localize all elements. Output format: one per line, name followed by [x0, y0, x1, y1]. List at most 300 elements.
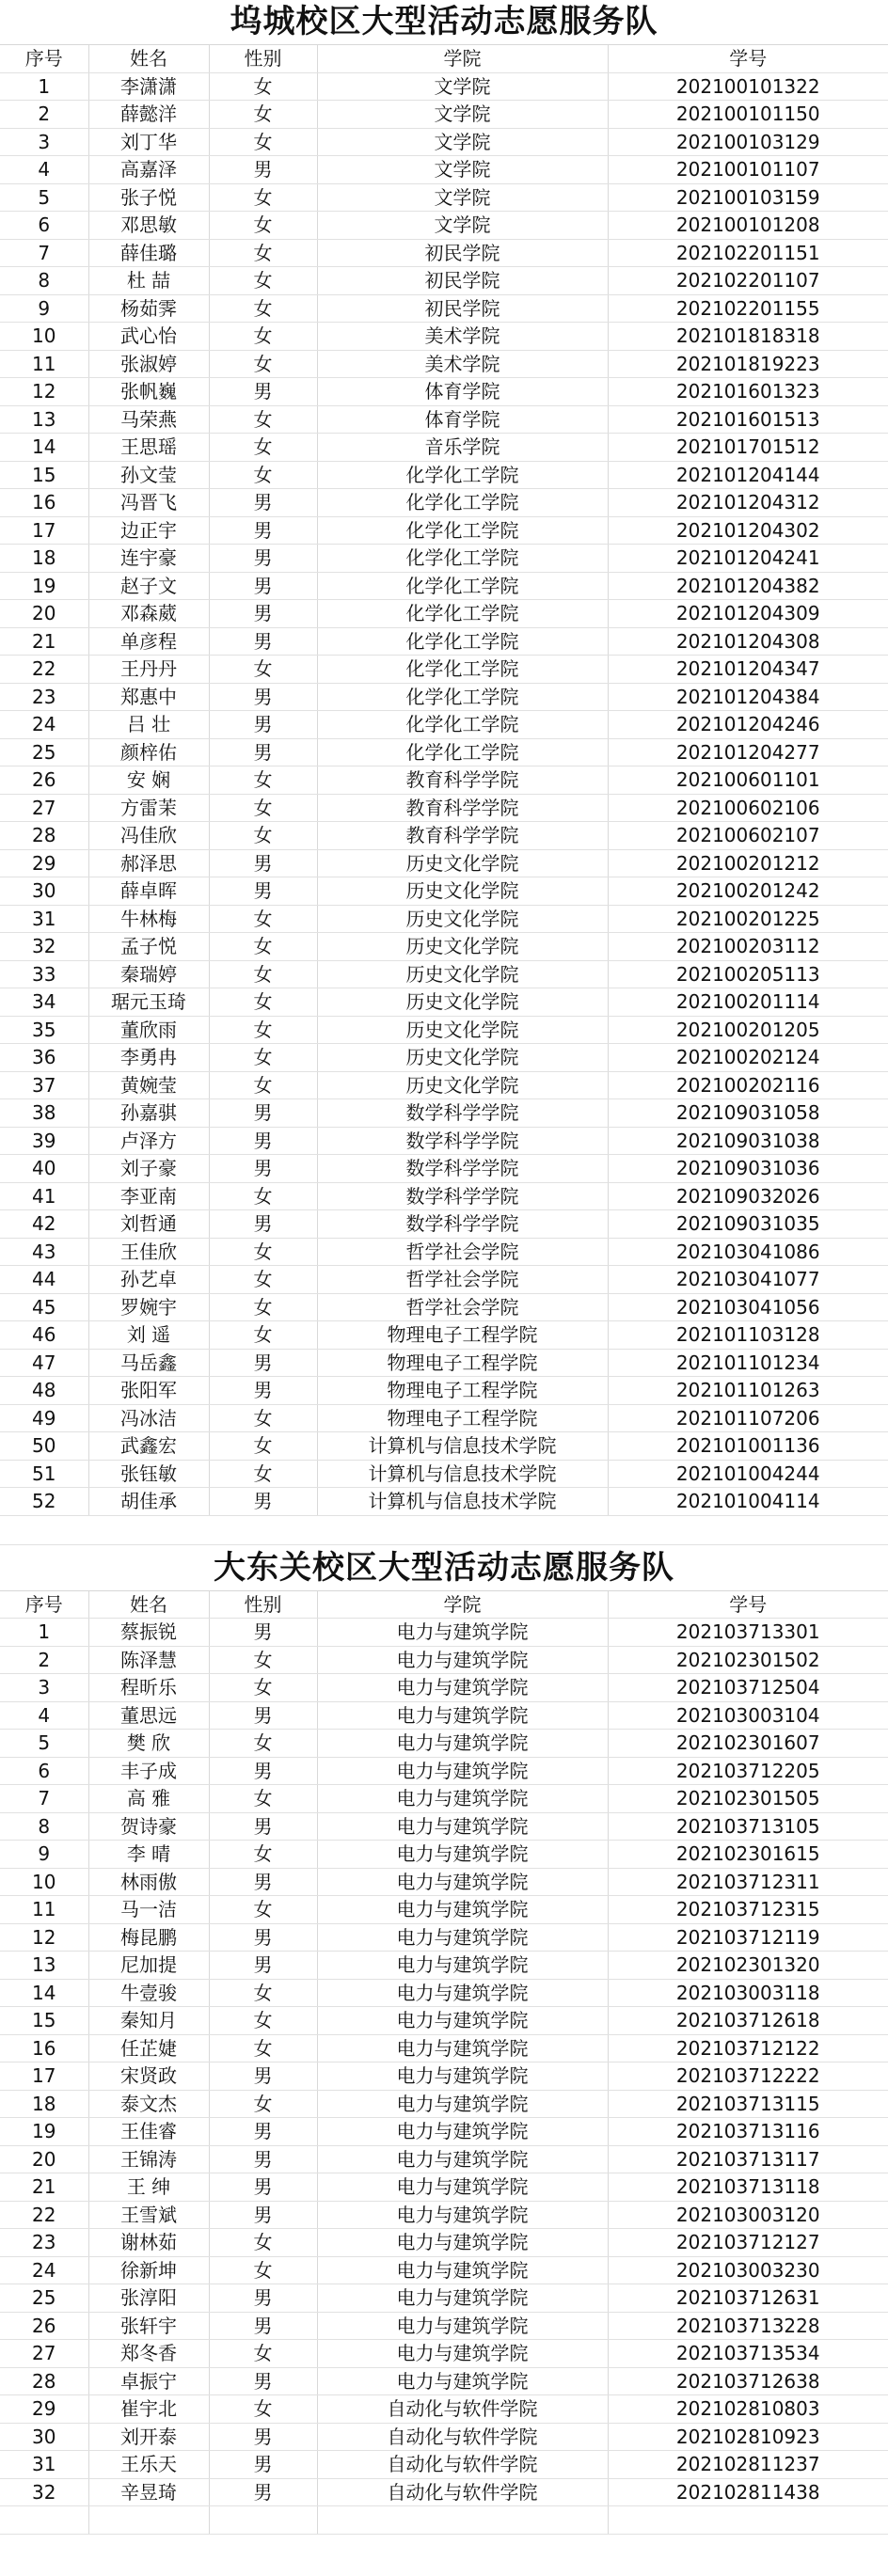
cell-index: 7	[0, 239, 88, 267]
cell-name: 徐新坤	[88, 2256, 209, 2284]
cell-index: 3	[0, 1674, 88, 1702]
cell-student-id: 202103712127	[608, 2229, 888, 2257]
empty-row	[0, 2506, 888, 2534]
cell-college: 教育科学学院	[317, 794, 608, 822]
cell-name: 王佳欣	[88, 1238, 209, 1266]
cell-name: 刘子豪	[88, 1155, 209, 1183]
cell-gender: 男	[209, 1127, 317, 1155]
cell-college: 初民学院	[317, 239, 608, 267]
cell-college: 自动化与软件学院	[317, 2395, 608, 2424]
cell-gender: 男	[209, 849, 317, 877]
cell-gender: 男	[209, 2118, 317, 2146]
cell-name: 卓振宁	[88, 2367, 209, 2395]
cell-gender: 女	[209, 933, 317, 961]
table-row	[0, 1868, 888, 1896]
cell-student-id: 202103041086	[608, 1238, 888, 1266]
cell-name: 杨茹霁	[88, 294, 209, 323]
cell-name: 李潇潇	[88, 72, 209, 101]
cell-gender: 女	[209, 1979, 317, 2007]
cell-gender: 男	[209, 2312, 317, 2340]
header-student-id: 学号	[608, 1591, 888, 1619]
table-row	[0, 2340, 888, 2368]
cell-index: 21	[0, 2173, 88, 2202]
cell-name: 王丹丹	[88, 656, 209, 684]
cell-gender: 男	[209, 545, 317, 573]
cell-index: 46	[0, 1321, 88, 1350]
cell-name: 邓思敏	[88, 212, 209, 240]
cell-index: 25	[0, 738, 88, 766]
table-row	[0, 489, 888, 517]
table-row	[0, 1321, 888, 1350]
cell-gender: 女	[209, 1730, 317, 1758]
cell-gender: 男	[209, 1210, 317, 1239]
cell-gender: 女	[209, 1460, 317, 1488]
cell-gender: 男	[209, 2145, 317, 2173]
cell-gender: 女	[209, 1182, 317, 1210]
cell-college: 电力与建筑学院	[317, 1952, 608, 1980]
cell-gender: 女	[209, 1896, 317, 1924]
cell-gender: 女	[209, 1044, 317, 1072]
cell-college: 电力与建筑学院	[317, 1812, 608, 1841]
cell-index: 6	[0, 1757, 88, 1785]
header-row	[0, 1591, 888, 1619]
cell-student-id: 202101101234	[608, 1349, 888, 1377]
cell-student-id: 202103713301	[608, 1619, 888, 1647]
cell-gender: 女	[209, 1321, 317, 1350]
cell-name: 颜梓佑	[88, 738, 209, 766]
cell-index: 45	[0, 1293, 88, 1321]
cell-index: 39	[0, 1127, 88, 1155]
cell-student-id: 202109032026	[608, 1182, 888, 1210]
cell-index: 47	[0, 1349, 88, 1377]
table-row	[0, 1404, 888, 1432]
cell-name: 连宇豪	[88, 545, 209, 573]
cell-college: 哲学社会学院	[317, 1238, 608, 1266]
cell-name: 赵子文	[88, 572, 209, 600]
cell-gender: 女	[209, 2007, 317, 2035]
cell-gender: 女	[209, 1841, 317, 1869]
cell-index: 52	[0, 1488, 88, 1516]
cell-index: 43	[0, 1238, 88, 1266]
cell-name: 孙艺卓	[88, 1266, 209, 1294]
cell-name: 卢泽方	[88, 1127, 209, 1155]
table-row	[0, 794, 888, 822]
cell-index: 28	[0, 822, 88, 850]
cell-index: 15	[0, 461, 88, 489]
cell-student-id: 202101204382	[608, 572, 888, 600]
cell-gender: 男	[209, 378, 317, 406]
cell-student-id: 202100101322	[608, 72, 888, 101]
table-row	[0, 2478, 888, 2506]
table-row	[0, 822, 888, 850]
cell-college: 化学化工学院	[317, 572, 608, 600]
cell-college: 化学化工学院	[317, 711, 608, 739]
table-row	[0, 2256, 888, 2284]
cell-college: 数学科学学院	[317, 1099, 608, 1128]
cell-college: 物理电子工程学院	[317, 1377, 608, 1405]
table-row	[0, 2145, 888, 2173]
cell-student-id: 202102301502	[608, 1646, 888, 1674]
cell-student-id: 202103712638	[608, 2367, 888, 2395]
cell-name: 泰文杰	[88, 2090, 209, 2118]
cell-college: 化学化工学院	[317, 489, 608, 517]
cell-student-id: 202103712504	[608, 1674, 888, 1702]
cell-college: 电力与建筑学院	[317, 2007, 608, 2035]
cell-index: 35	[0, 1016, 88, 1044]
cell-gender: 男	[209, 1619, 317, 1647]
table-row	[0, 1757, 888, 1785]
cell-gender: 男	[209, 1099, 317, 1128]
table-row	[0, 267, 888, 295]
cell-gender: 男	[209, 627, 317, 656]
cell-student-id: 202100201212	[608, 849, 888, 877]
cell-index: 10	[0, 323, 88, 351]
cell-name: 张帆巍	[88, 378, 209, 406]
cell-college: 教育科学学院	[317, 766, 608, 795]
table-row	[0, 600, 888, 628]
cell-college: 文学院	[317, 72, 608, 101]
section2-table	[0, 1591, 888, 2507]
cell-index: 44	[0, 1266, 88, 1294]
cell-name: 吕 壮	[88, 711, 209, 739]
cell-name: 马一洁	[88, 1896, 209, 1924]
table-row	[0, 1210, 888, 1239]
cell-college: 文学院	[317, 128, 608, 156]
table-row	[0, 2284, 888, 2313]
table-row	[0, 2007, 888, 2035]
table-row	[0, 434, 888, 462]
cell-student-id: 202103713116	[608, 2118, 888, 2146]
table-row	[0, 627, 888, 656]
cell-name: 张轩宇	[88, 2312, 209, 2340]
cell-college: 哲学社会学院	[317, 1293, 608, 1321]
cell-college: 化学化工学院	[317, 600, 608, 628]
cell-index: 7	[0, 1785, 88, 1813]
cell-name: 胡佳承	[88, 1488, 209, 1516]
cell-student-id: 202103003118	[608, 1979, 888, 2007]
cell-college: 历史文化学院	[317, 849, 608, 877]
table-row	[0, 683, 888, 711]
cell-gender: 男	[209, 1155, 317, 1183]
table-row	[0, 1432, 888, 1461]
cell-gender: 男	[209, 2062, 317, 2091]
table-row	[0, 1238, 888, 1266]
section2-title: 大东关校区大型活动志愿服务队	[0, 1545, 888, 1591]
cell-student-id: 202101819223	[608, 350, 888, 378]
cell-student-id: 202101204384	[608, 683, 888, 711]
table-row	[0, 2395, 888, 2424]
table-row	[0, 1923, 888, 1952]
cell-index: 33	[0, 960, 88, 988]
cell-college: 化学化工学院	[317, 461, 608, 489]
cell-college: 电力与建筑学院	[317, 1646, 608, 1674]
cell-gender: 女	[209, 2395, 317, 2424]
table-row	[0, 2034, 888, 2062]
cell-college: 历史文化学院	[317, 1044, 608, 1072]
cell-index: 50	[0, 1432, 88, 1461]
cell-index: 32	[0, 933, 88, 961]
cell-student-id: 202102810803	[608, 2395, 888, 2424]
table-row	[0, 877, 888, 906]
cell-student-id: 202100201205	[608, 1016, 888, 1044]
cell-student-id: 202109031035	[608, 1210, 888, 1239]
table-row	[0, 545, 888, 573]
cell-name: 罗婉宇	[88, 1293, 209, 1321]
cell-student-id: 202103713117	[608, 2145, 888, 2173]
cell-college: 电力与建筑学院	[317, 1896, 608, 1924]
cell-college: 电力与建筑学院	[317, 1619, 608, 1647]
cell-college: 化学化工学院	[317, 683, 608, 711]
table-row	[0, 128, 888, 156]
cell-gender: 女	[209, 905, 317, 933]
cell-gender: 女	[209, 1293, 317, 1321]
table-row	[0, 1730, 888, 1758]
cell-student-id: 202101107206	[608, 1404, 888, 1432]
cell-student-id: 202102301505	[608, 1785, 888, 1813]
cell-index: 26	[0, 2312, 88, 2340]
table-row	[0, 2090, 888, 2118]
cell-student-id: 202101204277	[608, 738, 888, 766]
cell-name: 孙文莹	[88, 461, 209, 489]
cell-gender: 男	[209, 2284, 317, 2313]
cell-name: 单彦程	[88, 627, 209, 656]
cell-student-id: 202100202116	[608, 1071, 888, 1099]
cell-student-id: 202100101150	[608, 101, 888, 129]
cell-gender: 男	[209, 2451, 317, 2479]
cell-gender: 男	[209, 1377, 317, 1405]
cell-gender: 女	[209, 239, 317, 267]
cell-index: 9	[0, 294, 88, 323]
cell-gender: 女	[209, 323, 317, 351]
cell-name: 崔宇北	[88, 2395, 209, 2424]
header-row	[0, 45, 888, 72]
cell-student-id: 202101004244	[608, 1460, 888, 1488]
cell-college: 文学院	[317, 183, 608, 212]
cell-name: 张淑婷	[88, 350, 209, 378]
cell-gender: 女	[209, 794, 317, 822]
cell-gender: 男	[209, 2201, 317, 2229]
cell-name: 陈泽慧	[88, 1646, 209, 1674]
cell-college: 计算机与信息技术学院	[317, 1460, 608, 1488]
cell-gender: 男	[209, 1868, 317, 1896]
cell-college: 电力与建筑学院	[317, 1868, 608, 1896]
cell-index: 13	[0, 405, 88, 434]
cell-name: 张钰敏	[88, 1460, 209, 1488]
cell-student-id: 202101818318	[608, 323, 888, 351]
cell-index: 48	[0, 1377, 88, 1405]
cell-name: 刘开泰	[88, 2423, 209, 2451]
cell-index: 4	[0, 1701, 88, 1730]
cell-index: 18	[0, 2090, 88, 2118]
header-name: 姓名	[88, 45, 209, 72]
cell-name: 薛懿洋	[88, 101, 209, 129]
cell-gender: 女	[209, 1432, 317, 1461]
cell-gender: 女	[209, 434, 317, 462]
table-row	[0, 1071, 888, 1099]
cell-student-id: 202101204308	[608, 627, 888, 656]
cell-gender: 男	[209, 1349, 317, 1377]
cell-college: 教育科学学院	[317, 822, 608, 850]
cell-gender: 男	[209, 572, 317, 600]
cell-gender: 女	[209, 1674, 317, 1702]
cell-student-id: 202109031038	[608, 1127, 888, 1155]
cell-name: 孟子悦	[88, 933, 209, 961]
cell-name: 琚元玉琦	[88, 988, 209, 1017]
cell-name: 王思瑶	[88, 434, 209, 462]
table-row	[0, 1619, 888, 1647]
cell-name: 高嘉泽	[88, 156, 209, 184]
cell-index: 27	[0, 794, 88, 822]
table-row	[0, 1349, 888, 1377]
table-row	[0, 2062, 888, 2091]
cell-gender: 女	[209, 1404, 317, 1432]
cell-index: 2	[0, 1646, 88, 1674]
cell-index: 25	[0, 2284, 88, 2313]
cell-name: 梅昆鹏	[88, 1923, 209, 1952]
cell-gender: 男	[209, 2423, 317, 2451]
cell-name: 孙嘉骐	[88, 1099, 209, 1128]
cell-index: 51	[0, 1460, 88, 1488]
cell-college: 电力与建筑学院	[317, 2118, 608, 2146]
cell-index: 24	[0, 2256, 88, 2284]
table-row	[0, 1044, 888, 1072]
cell-gender: 男	[209, 600, 317, 628]
cell-gender: 女	[209, 101, 317, 129]
cell-gender: 女	[209, 1785, 317, 1813]
table-row	[0, 1812, 888, 1841]
cell-name: 安 娴	[88, 766, 209, 795]
cell-student-id: 202101204144	[608, 461, 888, 489]
cell-college: 历史文化学院	[317, 905, 608, 933]
cell-college: 电力与建筑学院	[317, 1979, 608, 2007]
cell-index: 49	[0, 1404, 88, 1432]
cell-gender: 女	[209, 2090, 317, 2118]
cell-name: 冯佳欣	[88, 822, 209, 850]
cell-name: 尼加提	[88, 1952, 209, 1980]
cell-index: 34	[0, 988, 88, 1017]
header-gender: 性别	[209, 1591, 317, 1619]
table-row	[0, 1841, 888, 1869]
table-row	[0, 156, 888, 184]
cell-index: 24	[0, 711, 88, 739]
cell-name: 蔡振锐	[88, 1619, 209, 1647]
cell-college: 物理电子工程学院	[317, 1404, 608, 1432]
cell-name: 冯冰洁	[88, 1404, 209, 1432]
cell-name: 郑冬香	[88, 2340, 209, 2368]
cell-name: 牛林梅	[88, 905, 209, 933]
cell-student-id: 202103003230	[608, 2256, 888, 2284]
cell-college: 计算机与信息技术学院	[317, 1432, 608, 1461]
cell-index: 29	[0, 2395, 88, 2424]
cell-gender: 女	[209, 988, 317, 1017]
cell-index: 14	[0, 1979, 88, 2007]
table-row	[0, 1674, 888, 1702]
cell-index: 17	[0, 2062, 88, 2091]
cell-college: 数学科学学院	[317, 1155, 608, 1183]
cell-student-id: 202102810923	[608, 2423, 888, 2451]
cell-college: 历史文化学院	[317, 988, 608, 1017]
cell-student-id: 202101204347	[608, 656, 888, 684]
cell-index: 37	[0, 1071, 88, 1099]
cell-name: 林雨傲	[88, 1868, 209, 1896]
table-row	[0, 405, 888, 434]
cell-index: 30	[0, 877, 88, 906]
cell-name: 薛卓晖	[88, 877, 209, 906]
cell-student-id: 202101701512	[608, 434, 888, 462]
table-row	[0, 2229, 888, 2257]
cell-gender: 女	[209, 405, 317, 434]
table-row	[0, 1266, 888, 1294]
cell-name: 杜 喆	[88, 267, 209, 295]
cell-name: 辛昱琦	[88, 2478, 209, 2506]
cell-student-id: 202100602107	[608, 822, 888, 850]
cell-student-id: 202101204246	[608, 711, 888, 739]
cell-index: 8	[0, 1812, 88, 1841]
cell-gender: 男	[209, 2478, 317, 2506]
cell-gender: 男	[209, 156, 317, 184]
cell-college: 文学院	[317, 101, 608, 129]
cell-name: 秦知月	[88, 2007, 209, 2035]
cell-name: 武鑫宏	[88, 1432, 209, 1461]
cell-name: 马荣燕	[88, 405, 209, 434]
cell-student-id: 202101001136	[608, 1432, 888, 1461]
cell-name: 樊 欣	[88, 1730, 209, 1758]
cell-student-id: 202101204312	[608, 489, 888, 517]
header-college: 学院	[317, 45, 608, 72]
cell-college: 计算机与信息技术学院	[317, 1488, 608, 1516]
cell-college: 电力与建筑学院	[317, 2367, 608, 2395]
table-row	[0, 1460, 888, 1488]
header-name: 姓名	[88, 1591, 209, 1619]
cell-name: 薛佳璐	[88, 239, 209, 267]
cell-index: 4	[0, 156, 88, 184]
cell-college: 电力与建筑学院	[317, 2229, 608, 2257]
cell-gender: 女	[209, 2229, 317, 2257]
cell-index: 19	[0, 572, 88, 600]
cell-gender: 女	[209, 1071, 317, 1099]
cell-student-id: 202102201155	[608, 294, 888, 323]
cell-student-id: 202102201151	[608, 239, 888, 267]
cell-gender: 男	[209, 683, 317, 711]
cell-college: 历史文化学院	[317, 960, 608, 988]
cell-gender: 女	[209, 766, 317, 795]
cell-index: 9	[0, 1841, 88, 1869]
cell-name: 刘丁华	[88, 128, 209, 156]
cell-gender: 女	[209, 1266, 317, 1294]
cell-name: 秦瑞婷	[88, 960, 209, 988]
cell-index: 21	[0, 627, 88, 656]
cell-index: 22	[0, 656, 88, 684]
cell-gender: 女	[209, 1016, 317, 1044]
cell-index: 31	[0, 905, 88, 933]
cell-gender: 男	[209, 1812, 317, 1841]
table-row	[0, 1293, 888, 1321]
cell-college: 哲学社会学院	[317, 1266, 608, 1294]
cell-name: 方雷茉	[88, 794, 209, 822]
cell-index: 30	[0, 2423, 88, 2451]
cell-name: 宋贤政	[88, 2062, 209, 2091]
cell-college: 数学科学学院	[317, 1182, 608, 1210]
cell-student-id: 202109031036	[608, 1155, 888, 1183]
header-student-id: 学号	[608, 45, 888, 72]
cell-index: 1	[0, 1619, 88, 1647]
cell-gender: 男	[209, 516, 317, 545]
cell-index: 19	[0, 2118, 88, 2146]
cell-college: 电力与建筑学院	[317, 2034, 608, 2062]
cell-index: 12	[0, 378, 88, 406]
cell-student-id: 202100103159	[608, 183, 888, 212]
cell-college: 美术学院	[317, 350, 608, 378]
